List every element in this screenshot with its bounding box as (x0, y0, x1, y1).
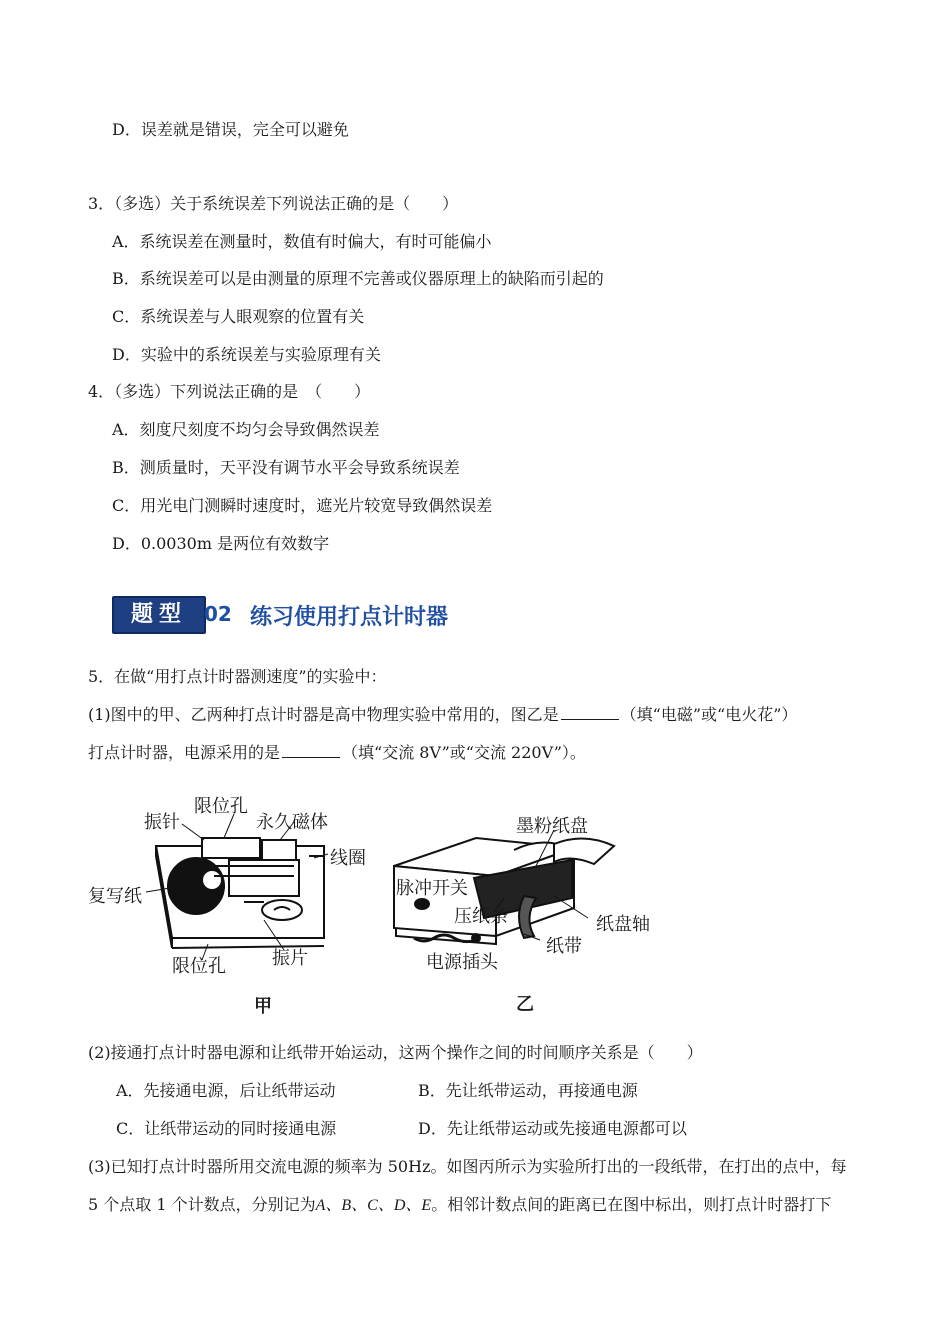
q3-option-d: D．实验中的系统误差与实验原理有关 (112, 345, 381, 364)
q5-part3-line2 (88, 1195, 831, 1216)
q3-option-a: A．系统误差在测量时，数值有时偏大，有时可能偏小 (112, 232, 492, 251)
q2-option-d: D．误差就是错误，完全可以避免 (112, 120, 349, 139)
label-limit-hole-bottom: 限位孔 (172, 956, 226, 977)
q5-part3-points: A、B、C、D、E (315, 1197, 432, 1214)
q4-stem: 4．（多选）下列说法正确的是 （ ） (88, 382, 371, 401)
section-title: 练习使用打点计时器 (250, 605, 449, 630)
q5-blank-1[interactable] (561, 705, 619, 720)
q5-part1-line2 (88, 743, 586, 763)
q4-option-b: B．测质量时，天平没有调节水平会导致系统误差 (112, 458, 460, 477)
section-number: 02 (204, 602, 232, 626)
q3-option-c: C．系统误差与人眼观察的位置有关 (112, 307, 365, 326)
label-carbon-paper: 复写纸 (88, 886, 142, 907)
label-vibrator: 振片 (272, 948, 308, 969)
electromagnetic-timer-drawing (146, 814, 328, 960)
q5-blank-2[interactable] (282, 743, 340, 758)
label-pin: 振针 (144, 812, 180, 833)
q4-option-d: D．0.0030m 是两位有效数字 (112, 534, 330, 553)
q5-part2-option-b: B．先让纸带运动，再接通电源 (418, 1081, 638, 1100)
q3-option-b: B．系统误差可以是由测量的原理不完善或仪器原理上的缺陷而引起的 (112, 269, 604, 288)
caption-jia: 甲 (254, 996, 272, 1017)
q5-part1-text-c: 打点计时器，电源采用的是 (88, 743, 281, 762)
q4-option-c: C．用光电门测瞬时速度时，遮光片较宽导致偶然误差 (112, 496, 493, 515)
timer-figure (84, 788, 684, 1018)
q5-part2-option-a: A．先接通电源，后让纸带运动 (116, 1081, 336, 1100)
label-disk-axis: 纸盘轴 (596, 914, 650, 935)
label-limit-hole-top: 限位孔 (194, 796, 248, 817)
q5-part2-option-c: C．让纸带运动的同时接通电源 (116, 1119, 337, 1138)
q3-stem: 3．（多选）关于系统误差下列说法正确的是（ ） (88, 194, 459, 213)
q5-part1-text-a: (1)图中的甲、乙两种打点计时器是高中物理实验中常用的，图乙是 (88, 705, 559, 724)
label-coil: 线圈 (330, 848, 366, 869)
label-plug: 电源插头 (426, 952, 498, 973)
q5-part2-stem: (2)接通打点计时器电源和让纸带开始运动，这两个操作之间的时间顺序关系是（ ） (88, 1043, 703, 1062)
section-badge: 题型 (112, 596, 206, 634)
label-press-strip: 压纸条 (454, 906, 508, 927)
label-magnet: 永久磁体 (256, 812, 328, 833)
q5-stem: 5．在做“用打点计时器测速度”的实验中： (88, 667, 387, 686)
caption-yi: 乙 (516, 994, 534, 1015)
q4-option-a: A．刻度尺刻度不均匀会导致偶然误差 (112, 420, 380, 439)
label-ink-disk: 墨粉纸盘 (516, 816, 588, 837)
label-tape: 纸带 (546, 936, 582, 957)
q5-part1-text-d: （填“交流 8V”或“交流 220V”）。 (342, 743, 586, 762)
q5-part1-text-b: （填“电磁”或“电火花”） (620, 705, 798, 724)
q5-part2-option-d: D．先让纸带运动或先接通电源都可以 (418, 1119, 687, 1138)
q5-part1-line1 (88, 705, 797, 725)
label-pulse-switch: 脉冲开关 (396, 878, 468, 899)
q5-part3-line1: (3)已知打点计时器所用交流电源的频率为 50Hz。如图丙所示为实验所打出的一段纸带，在打出的点中，每 (88, 1157, 847, 1176)
q5-part3-text-post: 。相邻计数点间的距离已在图中标出，则打点计时器打下 (431, 1195, 832, 1214)
q5-part3-text-pre: 5 个点取 1 个计数点，分别记为 (88, 1195, 316, 1214)
